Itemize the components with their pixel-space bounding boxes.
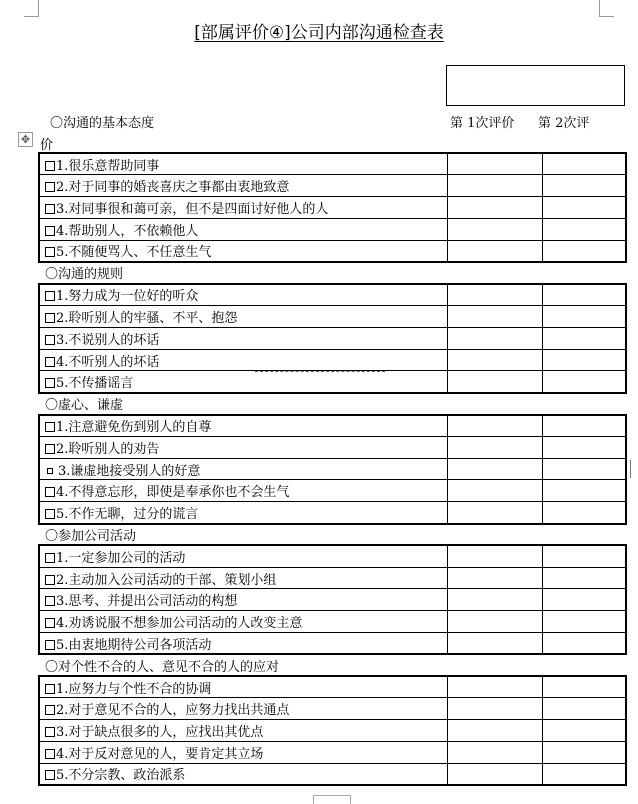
checkbox[interactable]: [45, 749, 55, 759]
first-eval-cell[interactable]: [447, 698, 542, 720]
checklist-row: [39, 153, 626, 175]
item-label: 1.应努力与个性不合的协调: [56, 681, 212, 697]
checkbox[interactable]: [45, 575, 55, 585]
checklist-row: [39, 327, 626, 349]
checklist-row: [39, 371, 626, 393]
checkbox[interactable]: [45, 684, 55, 694]
group-heading: 〇虚心、谦虚: [39, 393, 447, 415]
group-heading-row: [39, 262, 626, 284]
item-label: 5.不分宗教、政治派系: [56, 768, 186, 784]
group-heading: 〇对个性不合的人、意见不合的人的应对: [39, 654, 447, 676]
item-label: 1.努力成为一位好的听众: [56, 289, 199, 305]
second-eval-cell[interactable]: [543, 415, 626, 437]
item-label: 2.主动加入公司活动的干部、策划小组: [56, 572, 277, 588]
item-label: 5.不作无聊，过分的谎言: [56, 506, 199, 522]
item-cell: [39, 698, 447, 720]
second-eval-cell[interactable]: [543, 633, 626, 655]
first-eval-cell[interactable]: [447, 458, 542, 480]
checklist-row: [39, 589, 626, 611]
checklist-row: [39, 415, 626, 437]
item-cell: [39, 349, 447, 371]
item-label: 3.对于缺点很多的人，应找出其优点: [56, 725, 264, 741]
checkbox[interactable]: [45, 182, 55, 192]
checklist-row: [39, 436, 626, 458]
first-eval-cell[interactable]: [447, 175, 542, 197]
checkbox[interactable]: [45, 357, 55, 367]
first-eval-cell[interactable]: [447, 197, 542, 219]
second-eval-cell[interactable]: [543, 371, 626, 393]
second-eval-cell[interactable]: [543, 676, 626, 698]
first-eval-cell[interactable]: [447, 763, 542, 785]
item-label: 2.对于同事的婚丧喜庆之事都由衷地致意: [56, 180, 290, 196]
checkbox[interactable]: [45, 705, 55, 715]
checklist-table: [38, 152, 627, 786]
item-cell: [39, 763, 447, 785]
second-eval-cell[interactable]: [543, 240, 626, 262]
checklist-row: [39, 306, 626, 328]
second-eval-cell[interactable]: [543, 742, 626, 764]
item-cell: [39, 415, 447, 437]
item-label: 3.谦虚地接受别人的好意: [58, 463, 201, 479]
item-label: 1.很乐意帮助同事: [56, 158, 160, 174]
first-eval-cell[interactable]: [447, 371, 542, 393]
item-cell: [39, 371, 447, 393]
second-eval-cell[interactable]: [543, 698, 626, 720]
item-label: 4.不听别人的坏话: [56, 354, 160, 370]
checklist-row: [39, 349, 626, 371]
item-label: 4.对于反对意见的人，要肯定其立场: [56, 746, 264, 762]
item-label: 2.对于意见不合的人，应努力找出共通点: [56, 703, 290, 719]
first-eval-cell[interactable]: [447, 589, 542, 611]
eval-second-header-wrap: 价: [40, 138, 54, 153]
first-eval-cell[interactable]: [447, 611, 542, 633]
checkbox[interactable]: [45, 378, 55, 388]
item-cell: [39, 153, 447, 175]
second-eval-cell[interactable]: [543, 218, 626, 240]
item-label: 4.劝诱说服不想参加公司活动的人改变主意: [56, 616, 303, 632]
first-eval-cell[interactable]: [447, 720, 542, 742]
second-eval-cell[interactable]: [543, 349, 626, 371]
checkbox[interactable]: [45, 596, 55, 606]
item-label: 2.聆听别人的牢骚、不平、抱怨: [56, 310, 238, 326]
first-eval-cell[interactable]: [447, 415, 542, 437]
checkbox[interactable]: [45, 444, 55, 454]
checkbox[interactable]: [45, 204, 55, 214]
second-eval-cell[interactable]: [543, 502, 626, 524]
checklist-row: [39, 284, 626, 306]
item-cell: [39, 175, 447, 197]
second-eval-cell[interactable]: [543, 306, 626, 328]
group-heading: 〇参加公司活动: [39, 524, 447, 546]
checkbox[interactable]: [45, 553, 55, 563]
item-cell: [39, 218, 447, 240]
second-eval-cell[interactable]: [543, 611, 626, 633]
first-eval-cell[interactable]: [447, 567, 542, 589]
blank-cell: [543, 393, 626, 415]
second-eval-cell[interactable]: [543, 458, 626, 480]
checkbox[interactable]: [47, 468, 53, 474]
item-label: 5.不传播谣言: [56, 376, 134, 392]
checklist-row: [39, 197, 626, 219]
checklist-row: [39, 742, 626, 764]
second-eval-cell[interactable]: [543, 545, 626, 567]
checklist-row: [39, 763, 626, 785]
group-heading-row: [39, 393, 626, 415]
blank-cell: [447, 393, 542, 415]
item-label: 1.一定参加公司的活动: [56, 550, 186, 566]
checkbox[interactable]: [45, 313, 55, 323]
checklist-row: [39, 480, 626, 502]
checkbox[interactable]: [45, 247, 55, 257]
item-label: 5.不随便骂人、不任意生气: [56, 245, 212, 261]
first-eval-cell[interactable]: [447, 327, 542, 349]
page-break-dashes: [255, 371, 385, 372]
checkbox[interactable]: [45, 618, 55, 628]
checklist-row: [39, 567, 626, 589]
second-eval-cell[interactable]: [543, 197, 626, 219]
first-eval-cell[interactable]: [447, 545, 542, 567]
second-eval-cell[interactable]: [543, 436, 626, 458]
page-corner-mark: [599, 0, 614, 17]
signature-box[interactable]: [446, 65, 625, 106]
second-eval-cell[interactable]: [543, 567, 626, 589]
eval-second-header: 第 2次评: [538, 116, 590, 131]
group-heading: 〇沟通的规则: [39, 262, 447, 284]
item-cell: [39, 480, 447, 502]
checklist-row: [39, 611, 626, 633]
checklist-row: [39, 458, 626, 480]
checkbox[interactable]: [45, 770, 55, 780]
item-label: 4.帮助别人，不依赖他人: [56, 223, 199, 239]
item-cell: [39, 589, 447, 611]
first-eval-cell[interactable]: [447, 306, 542, 328]
page-corner-mark: [24, 0, 39, 17]
item-cell: [39, 633, 447, 655]
item-cell: [39, 676, 447, 698]
checklist-row: [39, 240, 626, 262]
item-cell: [39, 284, 447, 306]
item-cell: [39, 240, 447, 262]
first-eval-cell[interactable]: [447, 480, 542, 502]
item-label: 3.思考、并提出公司活动的构想: [56, 594, 238, 610]
item-label: 5.由衷地期待公司各项活动: [56, 637, 212, 653]
checkbox[interactable]: [45, 487, 55, 497]
second-eval-cell[interactable]: [543, 153, 626, 175]
first-eval-cell[interactable]: [447, 742, 542, 764]
checkbox[interactable]: [45, 640, 55, 650]
side-marker: [630, 460, 637, 478]
item-cell: [39, 306, 447, 328]
checklist-row: [39, 633, 626, 655]
checklist-row: [39, 545, 626, 567]
first-eval-cell[interactable]: [447, 502, 542, 524]
item-label: 3.不说别人的坏话: [56, 332, 160, 348]
first-eval-cell[interactable]: [447, 436, 542, 458]
checkbox[interactable]: [45, 291, 55, 301]
second-eval-cell[interactable]: [543, 284, 626, 306]
item-cell: [39, 436, 447, 458]
item-cell: [39, 458, 447, 480]
second-eval-cell[interactable]: [543, 327, 626, 349]
item-label: 2.聆听别人的劝告: [56, 441, 160, 457]
second-eval-cell[interactable]: [543, 175, 626, 197]
checklist-row: [39, 720, 626, 742]
table-move-handle-icon[interactable]: ✥: [18, 132, 33, 147]
second-eval-cell[interactable]: [543, 589, 626, 611]
checklist-row: [39, 218, 626, 240]
item-cell: [39, 742, 447, 764]
first-eval-cell[interactable]: [447, 633, 542, 655]
checklist-row: [39, 698, 626, 720]
blank-cell: [447, 524, 542, 546]
item-cell: [39, 545, 447, 567]
checkbox[interactable]: [45, 727, 55, 737]
first-eval-cell[interactable]: [447, 676, 542, 698]
item-cell: [39, 720, 447, 742]
second-eval-cell[interactable]: [543, 480, 626, 502]
item-cell: [39, 567, 447, 589]
group-heading-row: [39, 524, 626, 546]
first-eval-cell[interactable]: [447, 153, 542, 175]
checkbox[interactable]: [45, 509, 55, 519]
checklist-row: [39, 175, 626, 197]
item-cell: [39, 327, 447, 349]
first-eval-cell[interactable]: [447, 349, 542, 371]
item-label: 4.不得意忘形，即使是奉承你也不会生气: [56, 485, 290, 501]
section-heading: 〇沟通的基本态度: [50, 116, 155, 131]
checkbox[interactable]: [45, 335, 55, 345]
item-cell: [39, 502, 447, 524]
second-eval-cell[interactable]: [543, 763, 626, 785]
item-cell: [39, 611, 447, 633]
second-eval-cell[interactable]: [543, 720, 626, 742]
first-eval-cell[interactable]: [447, 284, 542, 306]
group-heading-row: [39, 654, 626, 676]
blank-cell: [543, 654, 626, 676]
checkbox[interactable]: [45, 226, 55, 236]
checklist-row: [39, 502, 626, 524]
blank-cell: [543, 262, 626, 284]
blank-cell: [447, 262, 542, 284]
checkbox[interactable]: [45, 161, 55, 171]
first-eval-cell[interactable]: [447, 218, 542, 240]
blank-cell: [447, 654, 542, 676]
document-title: [部属评价④]公司内部沟通检查表: [194, 23, 444, 43]
checkbox[interactable]: [45, 422, 55, 432]
eval-first-header: 第 1次评价: [450, 116, 515, 131]
item-label: 1.注意避免伤到别人的自尊: [56, 420, 212, 436]
blank-cell: [543, 524, 626, 546]
item-label: 3.对同事很和蔼可亲，但不是四面讨好他人的人: [56, 201, 329, 217]
first-eval-cell[interactable]: [447, 240, 542, 262]
checklist-row: [39, 676, 626, 698]
item-cell: [39, 197, 447, 219]
